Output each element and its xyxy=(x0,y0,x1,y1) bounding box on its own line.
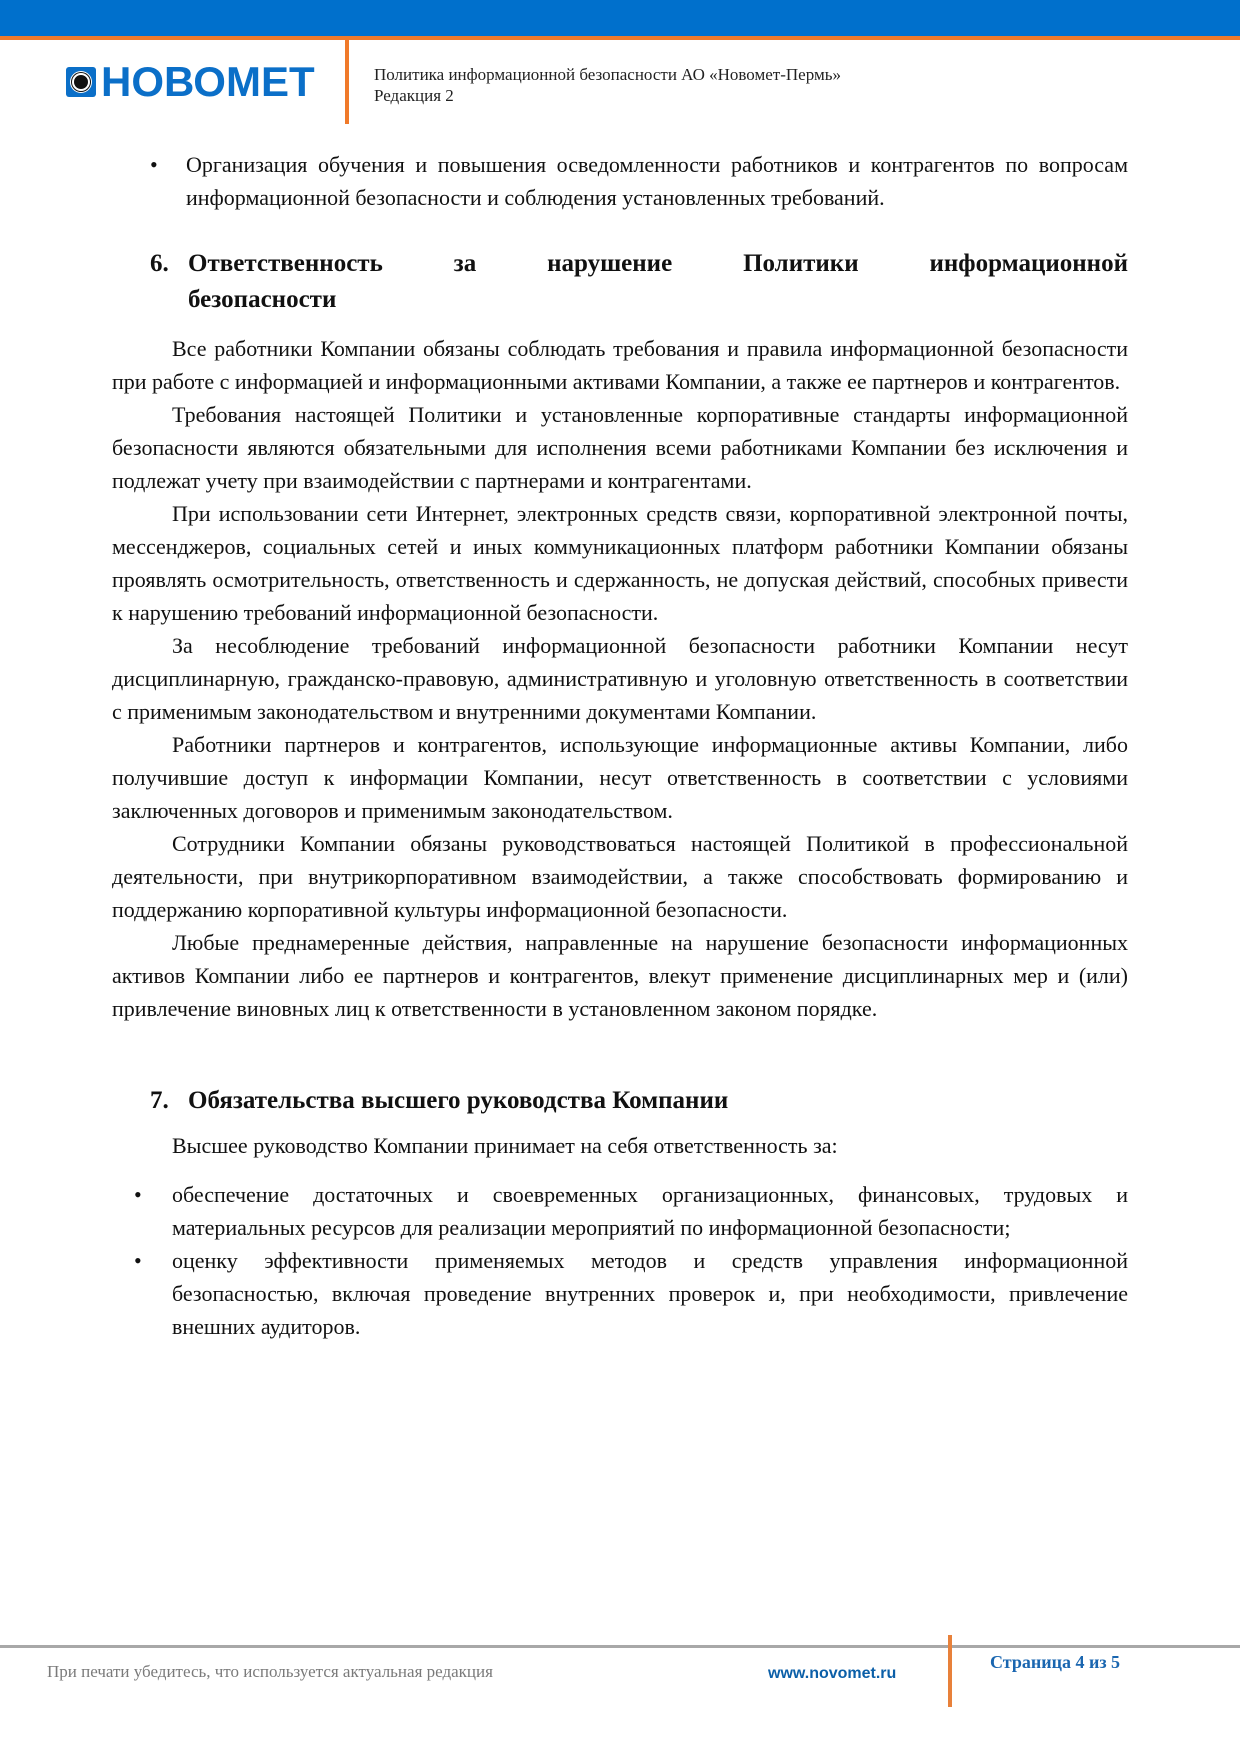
section-heading-7 xyxy=(112,1083,1128,1119)
bullet-icon: • xyxy=(134,1248,142,1273)
list-item-text: оценку эффективности применяемых методов и средств управления информационной безопасностью, включая проведение внутренних проверок и, при необходимости, привлечение внешних аудиторов. xyxy=(172,1248,1128,1339)
footer-divider xyxy=(948,1635,952,1707)
heading-word: нарушение xyxy=(547,250,673,277)
page-number: Страница 4 из 5 xyxy=(990,1652,1121,1672)
document-body xyxy=(112,148,1128,1343)
paragraph: За несоблюдение требований информационной безопасности работники Компании несут дисциплинарную, гражданско-правовую, административную и уголовную ответственность в соответствии с применимым законодательством и внутренними документами Компании. xyxy=(112,633,1128,724)
list-item xyxy=(112,1178,1128,1244)
heading-text: Обязательства высшего руководства Компании xyxy=(188,1087,729,1114)
logo-text: НОВОМЕТ xyxy=(101,58,315,105)
list-item-text: Организация обучения и повышения осведомленности работников и контрагентов по вопросам информационной безопасности и соблюдения установленных требований. xyxy=(186,152,1128,210)
section-heading-6 xyxy=(112,246,1128,318)
heading-word: информационной xyxy=(929,250,1128,277)
document-title-block xyxy=(374,64,841,106)
heading-line-2: безопасности xyxy=(188,286,337,313)
footer-website-link[interactable]: www.novomet.ru xyxy=(768,1665,897,1682)
header-accent-stripe xyxy=(0,36,1240,40)
list-item xyxy=(112,148,1128,214)
section-intro: Высшее руководство Компании принимает на себя ответственность за: xyxy=(172,1133,838,1158)
heading-word: Ответственность xyxy=(188,250,383,277)
heading-word: Политики xyxy=(743,250,859,277)
footer-rule xyxy=(0,1645,1240,1648)
bullet-icon: • xyxy=(134,1182,142,1207)
paragraph: Требования настоящей Политики и установленные корпоративные стандарты информационной безопасности являются обязательными для исполнения всеми работниками Компании без исключения и подлежат учету при взаимодействии с партнерами и контрагентами. xyxy=(112,402,1128,493)
company-logo xyxy=(66,58,315,105)
document-title: Политика информационной безопасности АО «Новомет-Пермь» xyxy=(374,65,841,84)
section-number: 7. xyxy=(150,1087,169,1114)
header-top-bar xyxy=(0,0,1240,36)
header-divider xyxy=(345,40,349,124)
document-revision: Редакция 2 xyxy=(374,86,454,105)
list-item xyxy=(112,1244,1128,1343)
novomet-logo-icon xyxy=(66,67,96,97)
paragraph: Все работники Компании обязаны соблюдать требования и правила информационной безопасности при работе с информацией и информационными активами Компании, а также ее партнеров и контрагентов. xyxy=(112,336,1128,394)
bullet-icon: • xyxy=(150,152,158,177)
list-item-text: обеспечение достаточных и своевременных организационных, финансовых, трудовых и материальных ресурсов для реализации мероприятий по информационной безопасности; xyxy=(172,1182,1128,1240)
paragraph: При использовании сети Интернет, электронных средств связи, корпоративной электронной почты, мессенджеров, социальных сетей и иных коммуникационных платформ работники Компании обязаны проявлять осмотрительность, ответственность и сдержанность, не допуская действий, способных привести к нарушению требований информационной безопасности. xyxy=(112,501,1128,625)
section-number: 6. xyxy=(150,250,169,277)
heading-word: за xyxy=(453,250,477,277)
paragraph: Любые преднамеренные действия, направленные на нарушение безопасности информационных активов Компании либо ее партнеров и контрагентов, влекут применение дисциплинарных мер и (или) привлечение виновных лиц к ответственности в установленном законом порядке. xyxy=(112,930,1128,1021)
paragraph: Сотрудники Компании обязаны руководствоваться настоящей Политикой в профессиональной деятельности, при внутрикорпоративном взаимодействии, а также способствовать формированию и поддержанию корпоративной культуры информационной безопасности. xyxy=(112,831,1128,922)
paragraph: Работники партнеров и контрагентов, использующие информационные активы Компании, либо получившие доступ к информации Компании, несут ответственность в соответствии с условиями заключенных договоров и применимым законодательством. xyxy=(112,732,1128,823)
footer-print-note: При печати убедитесь, что используется актуальная редакция xyxy=(47,1662,493,1681)
